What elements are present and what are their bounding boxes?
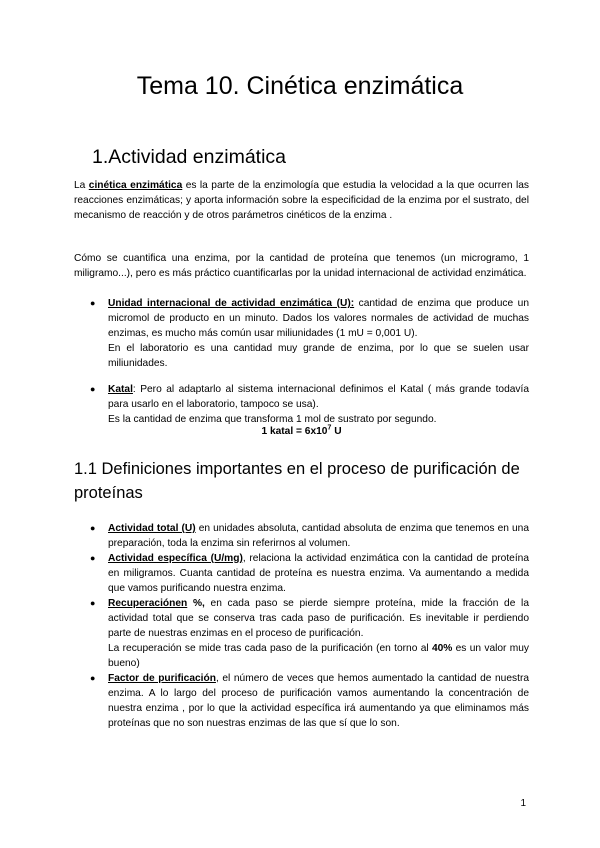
bullet-icon: ● [90, 553, 96, 563]
list-item-recuperacion [90, 596, 529, 671]
list-item-katal [90, 382, 529, 427]
list-item-text: en unidades absoluta, cantidad absoluta de enzima que tenemos en una preparación, toda la enzima sin referirnos al volumen. [108, 523, 529, 549]
list-item-factor-purificacion [90, 671, 529, 731]
list-item-extra-bold: 40% [431, 643, 453, 654]
list-item-extra: En el laboratorio es una cantidad muy grande de enzima, por lo que se suelen usar miliunidades. [108, 343, 529, 369]
list-item-unidad [90, 296, 529, 371]
list-item-text: cantidad de enzima que produce un micromol de producto en un minuto. Dados los valores normales de actividad de muchas enzimas, es mucho más común usar miliunidades (1 mU = 0,001 U). [108, 298, 529, 339]
list-item-text: , relaciona la actividad enzimática con la cantidad de proteína en miligramos. Cuanta cantidad de proteína es nuestra enzima. Va aumentando a medida que vamos purificando nuestra enzima. [108, 553, 529, 594]
list-item-term-suffix: %, [187, 598, 205, 609]
list-item-term: Recuperaciónen [108, 598, 188, 609]
bullet-icon: ● [90, 384, 96, 394]
list-item-extra: Es la cantidad de enzima que transforma 1 mol de sustrato por segundo. [108, 414, 437, 425]
formula-base: 1 katal = 6x10 [261, 426, 328, 437]
list-item-term: Factor de purificación [108, 673, 216, 684]
page-title: Tema 10. Cinética enzimática [136, 72, 464, 100]
list-item-text: en cada paso se pierde siempre proteína, mide la fracción de la actividad total que se conserva tras cada paso de purificación. Es inevitable ir perdiendo parte de nuestras enzimas en el proceso de purificación. [108, 598, 529, 639]
list-item-extra-post: es un valor muy bueno) [108, 643, 529, 669]
list-item-text: : Pero al adaptarlo al sistema internacional definimos el Katal ( más grande todavía para usarlo en el laboratorio, tampoco se usa). [108, 384, 529, 410]
formula-unit: U [331, 426, 342, 437]
section-heading-1: 1.Actividad enzimática [92, 146, 287, 168]
list-item-actividad-especifica [90, 551, 529, 596]
bullet-icon: ● [90, 523, 96, 533]
list-item-text: , el número de veces que hemos aumentado la cantidad de nuestra enzima. A lo largo del proceso de purificación vamos aumentando la concentración de nuestra enzima , por lo que la actividad específica irá aumentando ya que eliminamos más proteínas que no son nuestras enzimas de las que sí que lo son. [108, 673, 529, 729]
intro-post: es la parte de la enzimología que estudia la velocidad a la que ocurren las reacciones enzimáticas; y aporta información sobre la especificidad de la enzima por el sustrato, del mecanismo de reacción y de otros parámetros cinéticos de la enzima . [74, 180, 529, 221]
bullet-icon: ● [90, 673, 96, 683]
list-item-term: Actividad específica (U/mg) [108, 553, 243, 564]
list-item-term: Katal [108, 384, 133, 395]
intro-pre: La [74, 180, 89, 191]
bullet-icon: ● [90, 298, 96, 308]
section-heading-1-1: 1.1 Definiciones importantes en el proceso de purificación de proteínas [74, 460, 520, 502]
list-item-extra-pre: La recuperación se mide tras cada paso de la purificación (en torno al [108, 643, 432, 654]
page-number: 1 [520, 798, 526, 809]
katal-formula [74, 426, 529, 437]
intro-paragraph [74, 178, 529, 223]
bullet-icon: ● [90, 598, 96, 608]
list-item-term: Actividad total (U) [108, 523, 196, 534]
intro-term: cinética enzimática [88, 180, 183, 191]
quantify-paragraph: Cómo se cuantifica una enzima, por la cantidad de proteína que tenemos (un microgramo, 1 miligramo...), pero es más práctico cuantificarlas por la unidad internacional de actividad enzimática. [74, 253, 529, 279]
formula-exponent: 7 [327, 424, 332, 432]
list-item-term: Unidad internacional de actividad enzimática (U): [108, 298, 355, 309]
list-item-actividad-total [90, 521, 529, 551]
